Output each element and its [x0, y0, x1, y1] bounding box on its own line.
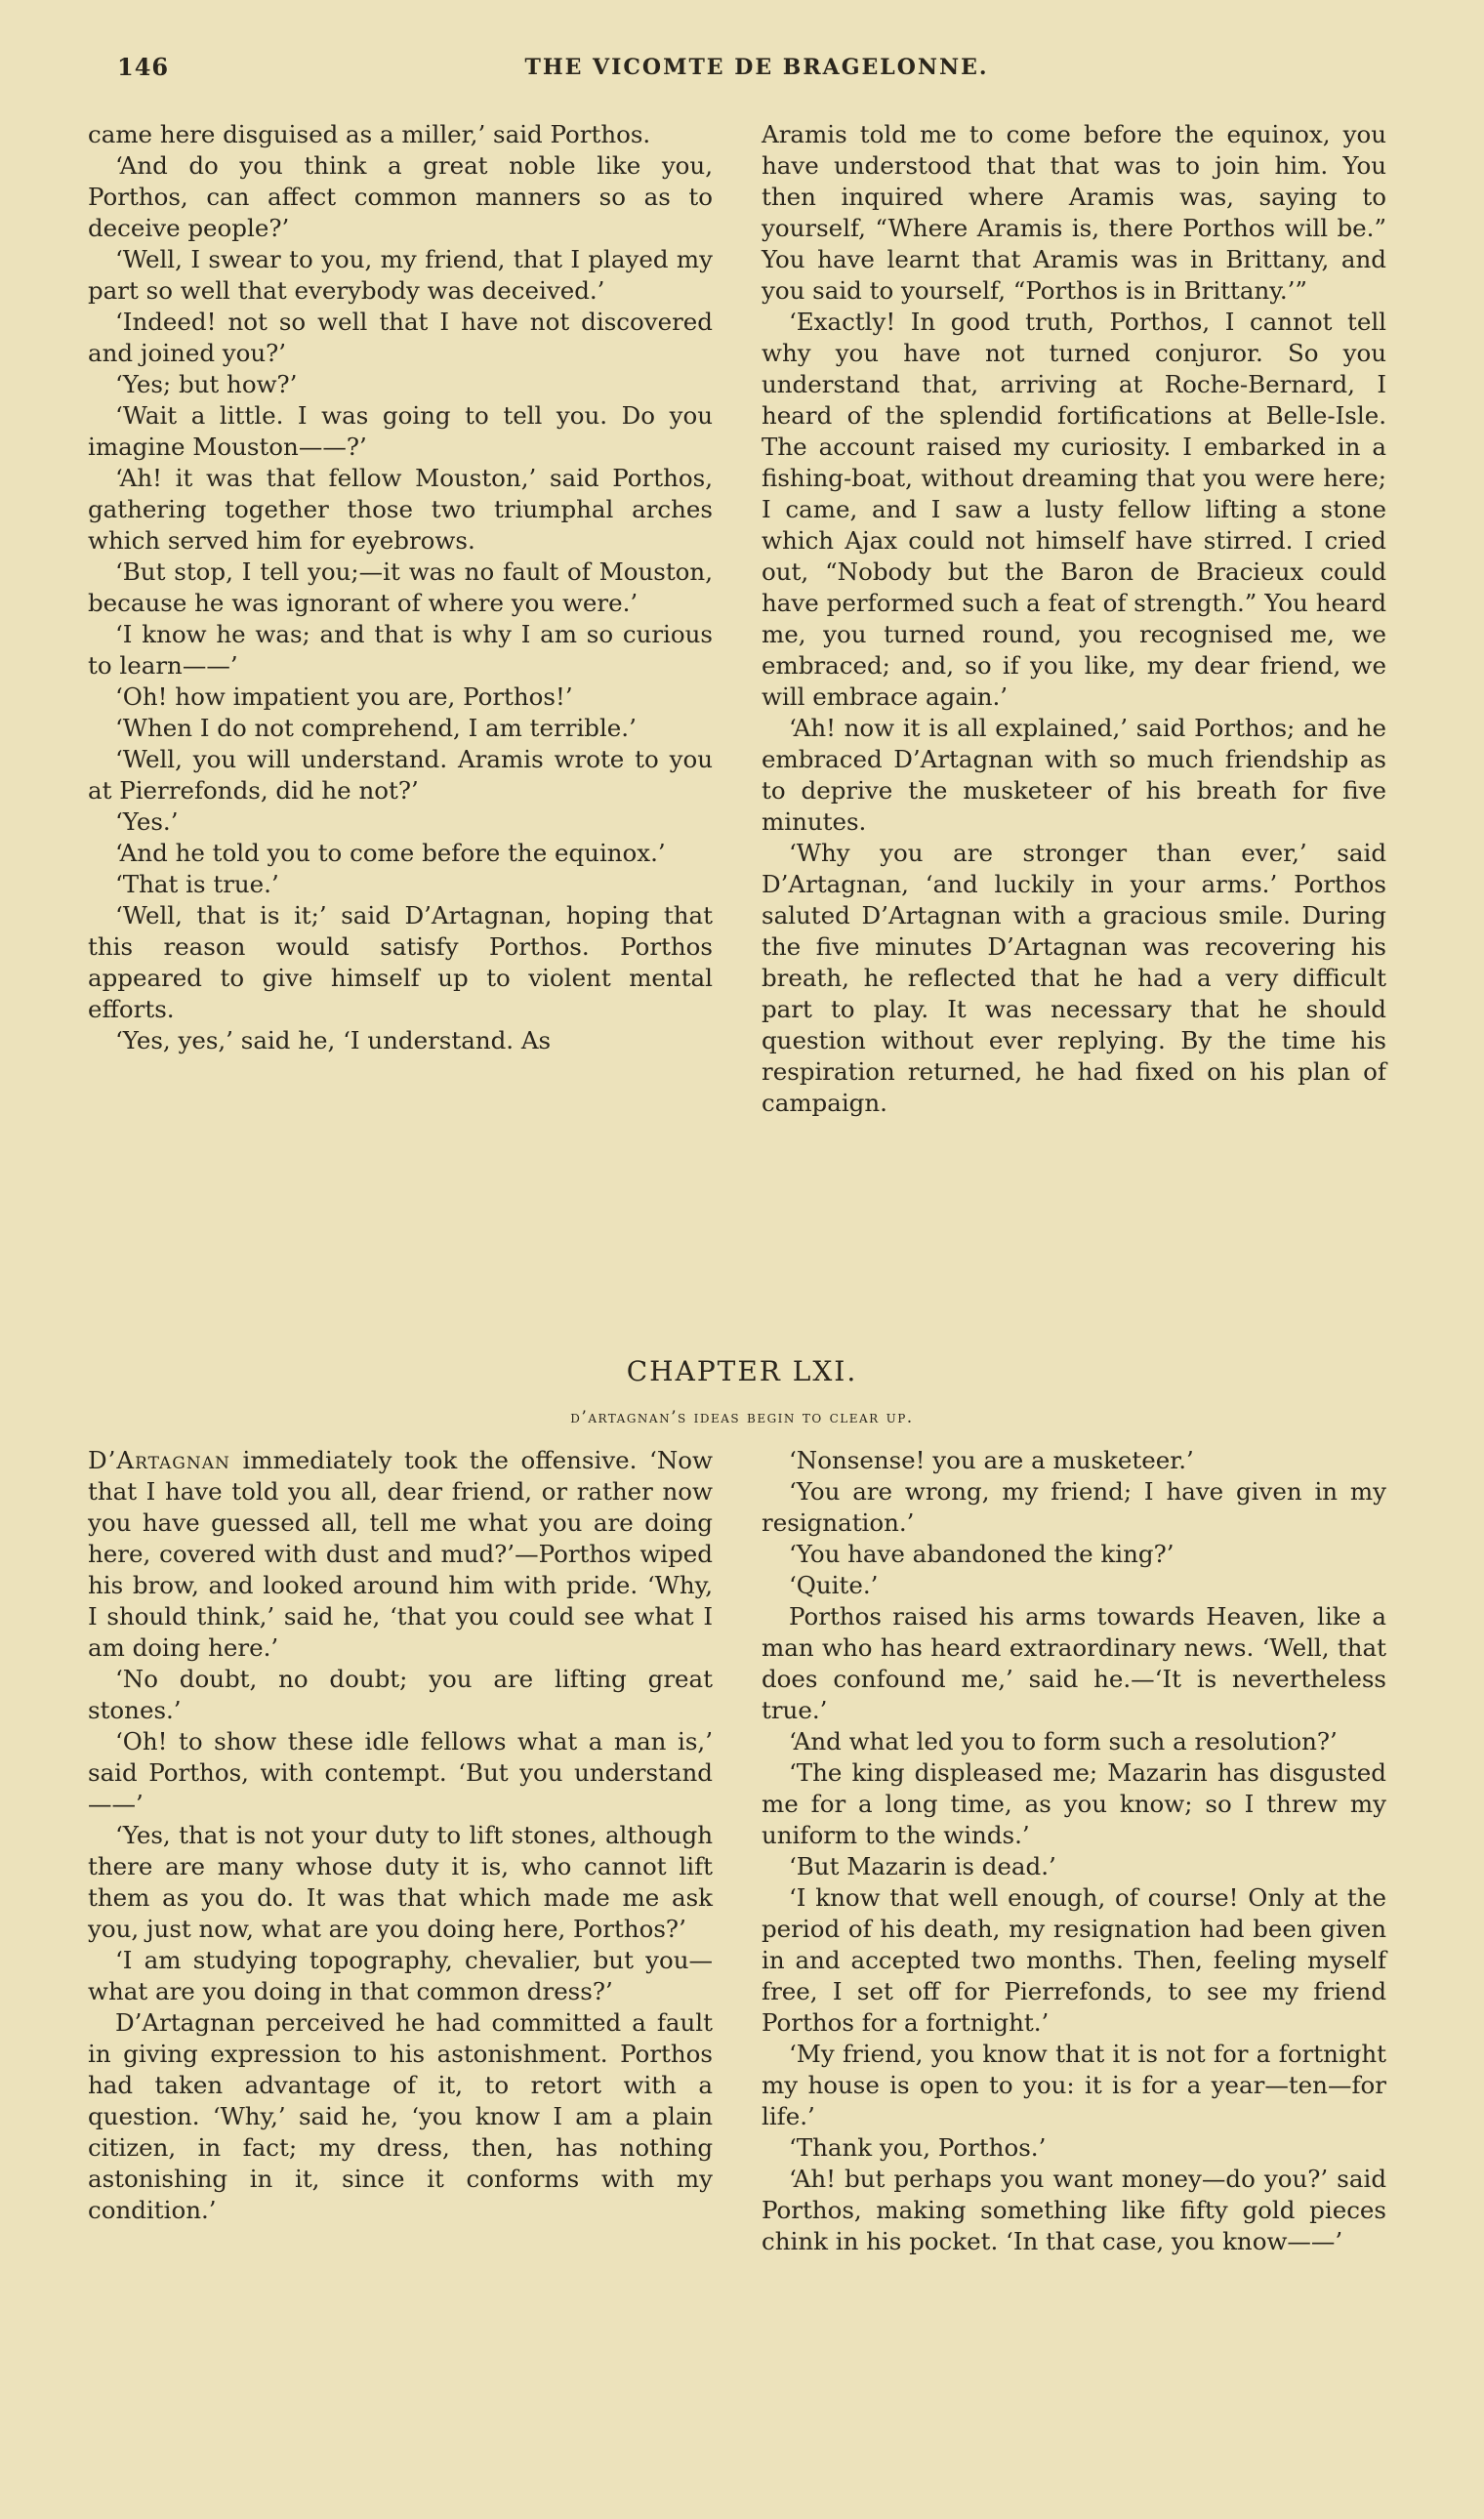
paragraph: ‘And he told you to come before the equinox.’ [115, 839, 666, 867]
paragraph: ‘Yes; but how?’ [115, 370, 298, 398]
paragraph: ‘Well, I swear to you, my friend, that I played my part so well that everybody was deceived.’ [88, 245, 713, 305]
paragraph: ‘Yes, yes,’ said he, ‘I understand. As [115, 1026, 552, 1054]
running-title: THE VICOMTE DE BRAGELONNE. [524, 55, 989, 80]
paragraph: ‘Why you are stronger than ever,’ said D’Artagnan, ‘and luckily in your arms.’ Porthos saluted D’Artagnan with a gracious smile. During the five minutes D’Artagnan was recovering his breath, he reflected that he had a very difficult part to play. It was necessary that he should question without ever replying. By the time his respiration returned, he had fixed on his plan of campaign. [762, 839, 1386, 1117]
paragraph: ‘Ah! but perhaps you want money—do you?’ said Porthos, making something like fifty gold pieces chink in his pocket. ‘In that case, you know——’ [762, 2165, 1386, 2255]
paragraph: ‘My friend, you know that it is not for a fortnight my house is open to you: it is for a year—ten—for life.’ [762, 2040, 1386, 2130]
chapter-subtitle: d’artagnan’s ideas begin to clear up. [570, 1408, 914, 1427]
opening-word: D’Artagnan [88, 1446, 230, 1474]
paragraph: ‘Oh! how impatient you are, Porthos!’ [115, 682, 573, 711]
text-column-bottom-left [88, 1445, 713, 2226]
paragraph: Porthos raised his arms towards Heaven, like a man who has heard extraordinary news. ‘Well, that does confound me,’ said he.—‘It is nevertheless true.’ [762, 1602, 1386, 1724]
paragraph: ‘You are wrong, my friend; I have given in my resignation.’ [762, 1477, 1386, 1537]
paragraph: ‘Well, you will understand. Aramis wrote to you at Pierrefonds, did he not?’ [88, 745, 713, 805]
paragraph: ‘And do you think a great noble like you, Porthos, can affect common manners so as to deceive people?’ [88, 151, 713, 242]
paragraph: ‘Thank you, Porthos.’ [789, 2133, 1047, 2162]
paragraph: ‘That is true.’ [115, 870, 279, 898]
paragraph: Aramis told me to come before the equinox, you have understood that that was to join him. You then inquired where Aramis was, saying to yourself, “Where Aramis is, there Porthos will be.” You have learnt that Aramis was in Brittany, and you said to yourself, “Porthos is in Brittany.’” [762, 120, 1386, 305]
paragraph: ‘Nonsense! you are a musketeer.’ [789, 1446, 1194, 1474]
paragraph: ‘I am studying topography, chevalier, but you—what are you doing in that common dress?’ [88, 1946, 713, 2005]
paragraph: ‘Oh! to show these idle fellows what a man is,’ said Porthos, with contempt. ‘But you understand——’ [88, 1727, 713, 1818]
paragraph: ‘You have abandoned the king?’ [789, 1540, 1175, 1568]
paragraph: ‘Yes, that is not your duty to lift stones, although there are many whose duty it is, who cannot lift them as you do. It was that which made me ask you, just now, what are you doing here, Porthos?’ [88, 1821, 713, 1943]
page-number: 146 [117, 53, 170, 81]
paragraph: ‘When I do not comprehend, I am terrible.’ [115, 714, 637, 742]
paragraph: ‘Wait a little. I was going to tell you. Do you imagine Mouston——?’ [88, 401, 713, 461]
page-header [117, 53, 1396, 92]
paragraph: ‘Well, that is it;’ said D’Artagnan, hoping that this reason would satisfy Porthos. Porthos appeared to give himself up to violent mental efforts. [88, 901, 713, 1023]
paragraph: ‘Yes.’ [115, 807, 179, 836]
paragraph: ‘But Mazarin is dead.’ [789, 1852, 1056, 1880]
paragraph: ‘No doubt, no doubt; you are lifting great stones.’ [88, 1665, 713, 1724]
paragraph: D’Artagnan perceived he had committed a fault in giving expression to his astonishment. Porthos had taken advantage of it, to retort with a question. ‘Why,’ said he, ‘you know I am a plain citizen, in fact; my dress, then, has nothing astonishing in it, since it conforms with my condition.’ [88, 2008, 713, 2224]
chapter-title: CHAPTER LXI. [626, 1355, 858, 1387]
opening-text: immediately took the offensive. ‘Now that I have told you all, dear friend, or rather now you have guessed all, tell me what you are doing here, covered with dust and mud?’—Porthos wiped his brow, and looked around him with pride. ‘Why, I should think,’ said he, ‘that you could see what I am doing here.’ [88, 1446, 713, 1662]
paragraph: ‘Exactly! In good truth, Porthos, I cannot tell why you have not turned conjuror. So you understand that, arriving at Roche-Bernard, I heard of the splendid fortifications at Belle-Isle. The account raised my curiosity. I embarked in a fishing-boat, without dreaming that you were here; I came, and I saw a lusty fellow lifting a stone which Ajax could not himself have stirred. I cried out, “Nobody but the Baron de Bracieux could have performed such a feat of strength.” You heard me, you turned round, you recognised me, we embraced; and, so if you like, my dear friend, we will embrace again.’ [762, 308, 1386, 711]
paragraph: ‘Ah! now it is all explained,’ said Porthos; and he embraced D’Artagnan with so much friendship as to deprive the musketeer of his breath for five minutes. [762, 714, 1386, 836]
paragraph: ‘Quite.’ [789, 1571, 879, 1599]
text-column-top-left [88, 119, 713, 1056]
opening-paragraph [88, 1445, 713, 1664]
paragraph: ‘I know that well enough, of course! Only at the period of his death, my resignation had been given in and accepted two months. Then, feeling myself free, I set off for Pierrefonds, to see my friend Porthos for a fortnight.’ [762, 1883, 1386, 2037]
paragraph: ‘Ah! it was that fellow Mouston,’ said Porthos, gathering together those two triumphal arches which served him for eyebrows. [88, 464, 713, 555]
paragraph: ‘The king displeased me; Mazarin has disgusted me for a long time, as you know; so I threw my uniform to the winds.’ [762, 1758, 1386, 1849]
paragraph: came here disguised as a miller,’ said Porthos. [88, 120, 651, 148]
text-column-bottom-right [762, 1445, 1386, 2257]
paragraph: ‘But stop, I tell you;—it was no fault of Mouston, because he was ignorant of where you were.’ [88, 557, 713, 617]
text-column-top-right [762, 119, 1386, 1119]
paragraph: ‘And what led you to form such a resolution?’ [789, 1727, 1338, 1755]
paragraph: ‘Indeed! not so well that I have not discovered and joined you?’ [88, 308, 713, 367]
paragraph: ‘I know he was; and that is why I am so curious to learn——’ [88, 620, 713, 680]
